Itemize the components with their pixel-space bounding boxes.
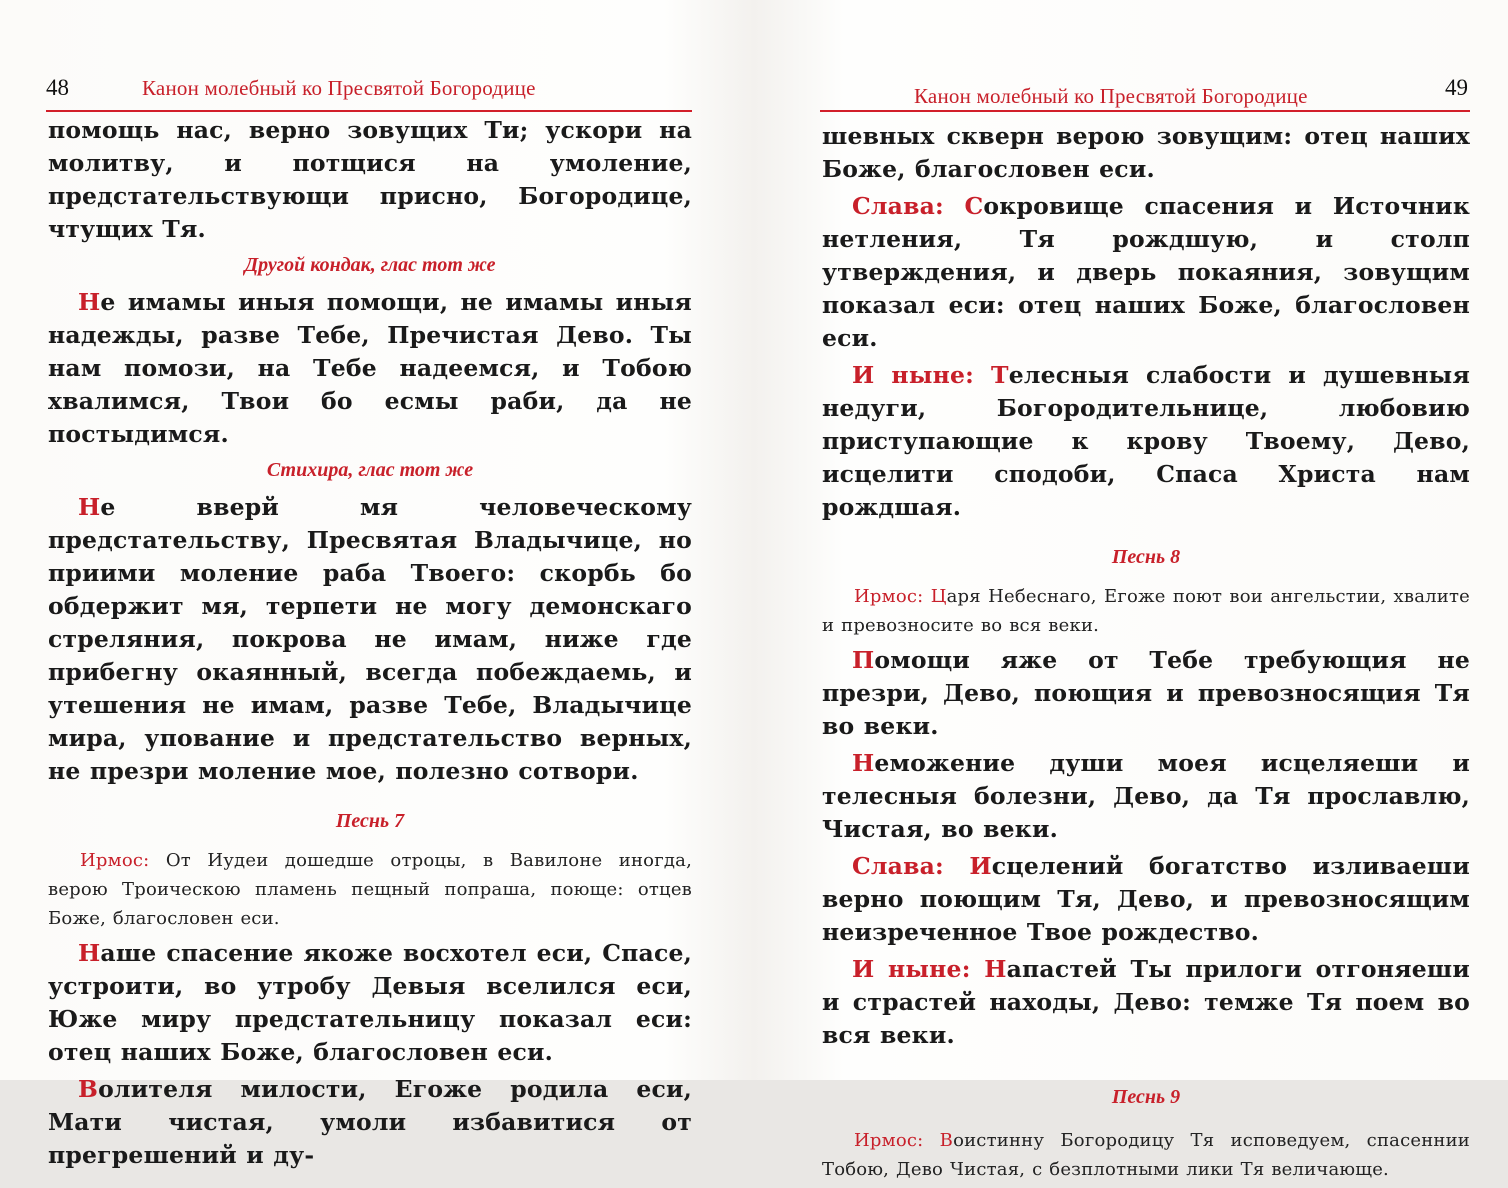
right-paragraph-4 [822,644,1470,743]
left-page-body [48,114,692,1176]
left-running-title: Канон молебный ко Пресвятой Богородице [142,76,536,100]
left-page-header [46,70,692,112]
paragraph-text: окровище спасения и Источник нетления, Тя рождшую, и столп утверждения, и дверь покаяния, зовущим показал еси: отец наших Боже, благословен еси. [822,192,1470,352]
drop-cap: В [939,1130,954,1151]
right-paragraph-2 [822,190,1470,355]
drop-cap: Ц [930,586,947,607]
drop-cap: П [852,646,875,674]
left-paragraph-1: помощь нас, верно зовущих Ти; ускори на молитву, и потщися на умоление, предстательствующи присно, Богородице, чтущих Тя. [48,116,692,243]
paragraph-text: е вверй мя человеческому предстательству, Пресвятая Владычице, но приими моление раба Твоего: скорбь бо обдержит мя, терпети не могу демонскаго стреляния, покрова не имам, ниже где прибегну окаянный, всегда побеждаемь, и утешения не имам, разве Тебе, Владычице мира, упование и предстательство верных, не презри моление мое, полезно сотвори. [48,493,692,785]
right-page-number: 49 [1445,75,1468,100]
drop-cap: Т [991,361,1009,389]
drop-cap: Н [984,955,1007,983]
right-page-body [822,120,1470,1188]
paragraph-text: е имамы иныя помощи, не имамы иныя надежды, разве Тебе, Пречистая Дево. Ты нам помози, на Тебе надеемся, и Тобою хвалимся, Твои бо есмы раби, да не постыдимся. [48,288,692,448]
left-paragraph-5 [48,1073,692,1172]
left-paragraph-4 [48,937,692,1069]
right-page-header [820,70,1470,112]
right-paragraph-1: шевных скверн верою зовущим: отец наших Боже, благословен еси. [822,122,1470,183]
right-running-title: Канон молебный ко Пресвятой Богородице [914,84,1308,108]
left-rubric-ode-7: Песнь 7 [335,810,405,832]
right-paragraph-5 [822,747,1470,846]
paragraph-text: омощи яже от Тебе требующия не презри, Дево, поющия и превозносящия Тя во веки. [822,646,1470,740]
right-paragraph-6 [822,850,1470,949]
slava-label: Слава: [852,852,944,880]
left-paragraph-2 [48,286,692,451]
left-rubric-stichera: Стихира, глас тот же [266,459,474,481]
right-page [754,0,1508,1180]
paragraph-text: аше спасение якоже восхотел еси, Спасе, устроити, во утробу Девыя вселился еси, Юже миру предстательницу показал еси: отец наших Боже, благословен еси. [48,939,692,1066]
drop-cap: С [964,192,984,220]
right-paragraph-3 [822,359,1470,524]
left-paragraph-3 [48,491,692,788]
drop-cap: Н [78,493,101,521]
left-irmos [48,846,692,933]
right-paragraph-7 [822,953,1470,1052]
drop-cap: Н [78,288,101,316]
drop-cap: И [969,852,992,880]
irmos-label: Ирмос: [854,1130,924,1151]
paragraph-text: олителя милости, Егоже родила еси, Мати чистая, умоли избавитися от прегрешений и ду- [48,1075,692,1169]
left-page-number: 48 [46,75,69,100]
irmos-text: От Иудеи дошедше отроцы, в Вавилоне иногда, верою Троическою пламень пещный попраша, поюще: отцев Боже, благословен еси. [48,850,692,929]
paragraph-text: еможение души моея исцеляеши и телесныя болезни, Дево, да Тя прославлю, Чистая, во веки. [822,749,1470,843]
paragraph-text: сцелений богатство изливаеши верно поющим Тя, Дево, и превозносящим неизреченное Твое рождество. [822,852,1470,946]
slava-label: Слава: [852,192,944,220]
irmos-text: оистинну Богородицу Тя исповедуем, спасеннии Тобою, Дево Чистая, с безплотными лики Тя величающе. [822,1130,1470,1180]
drop-cap: Н [852,749,875,777]
right-irmos-ode-9 [822,1126,1470,1184]
right-irmos-ode-8 [822,582,1470,640]
left-rubric-kondak: Другой кондак, глас тот же [244,254,496,276]
drop-cap: Н [78,939,101,967]
right-rubric-ode-9: Песнь 9 [1111,1086,1181,1108]
right-rubric-ode-8: Песнь 8 [1111,546,1181,568]
paragraph-text: апастей Ты прилоги отгоняеши и страстей находы, Дево: темже Тя поем во вся веки. [822,955,1470,1049]
irmos-text: аря Небеснаго, Егоже поют вои ангельстии, хвалите и превозносите во вся веки. [822,586,1470,636]
irmos-label: Ирмос: [80,850,150,871]
irmos-label: Ирмос: [854,586,924,607]
drop-cap: В [78,1075,99,1103]
paragraph-text: елесныя слабости и душевныя недуги, Богородительнице, любовию приступающие к крову Твоему, Дево, исцелити сподоби, Спаса Христа нам рождшая. [822,361,1471,521]
i-nyne-label: И ныне: [852,955,971,983]
left-page [0,0,754,1169]
i-nyne-label: И ныне: [852,361,975,389]
